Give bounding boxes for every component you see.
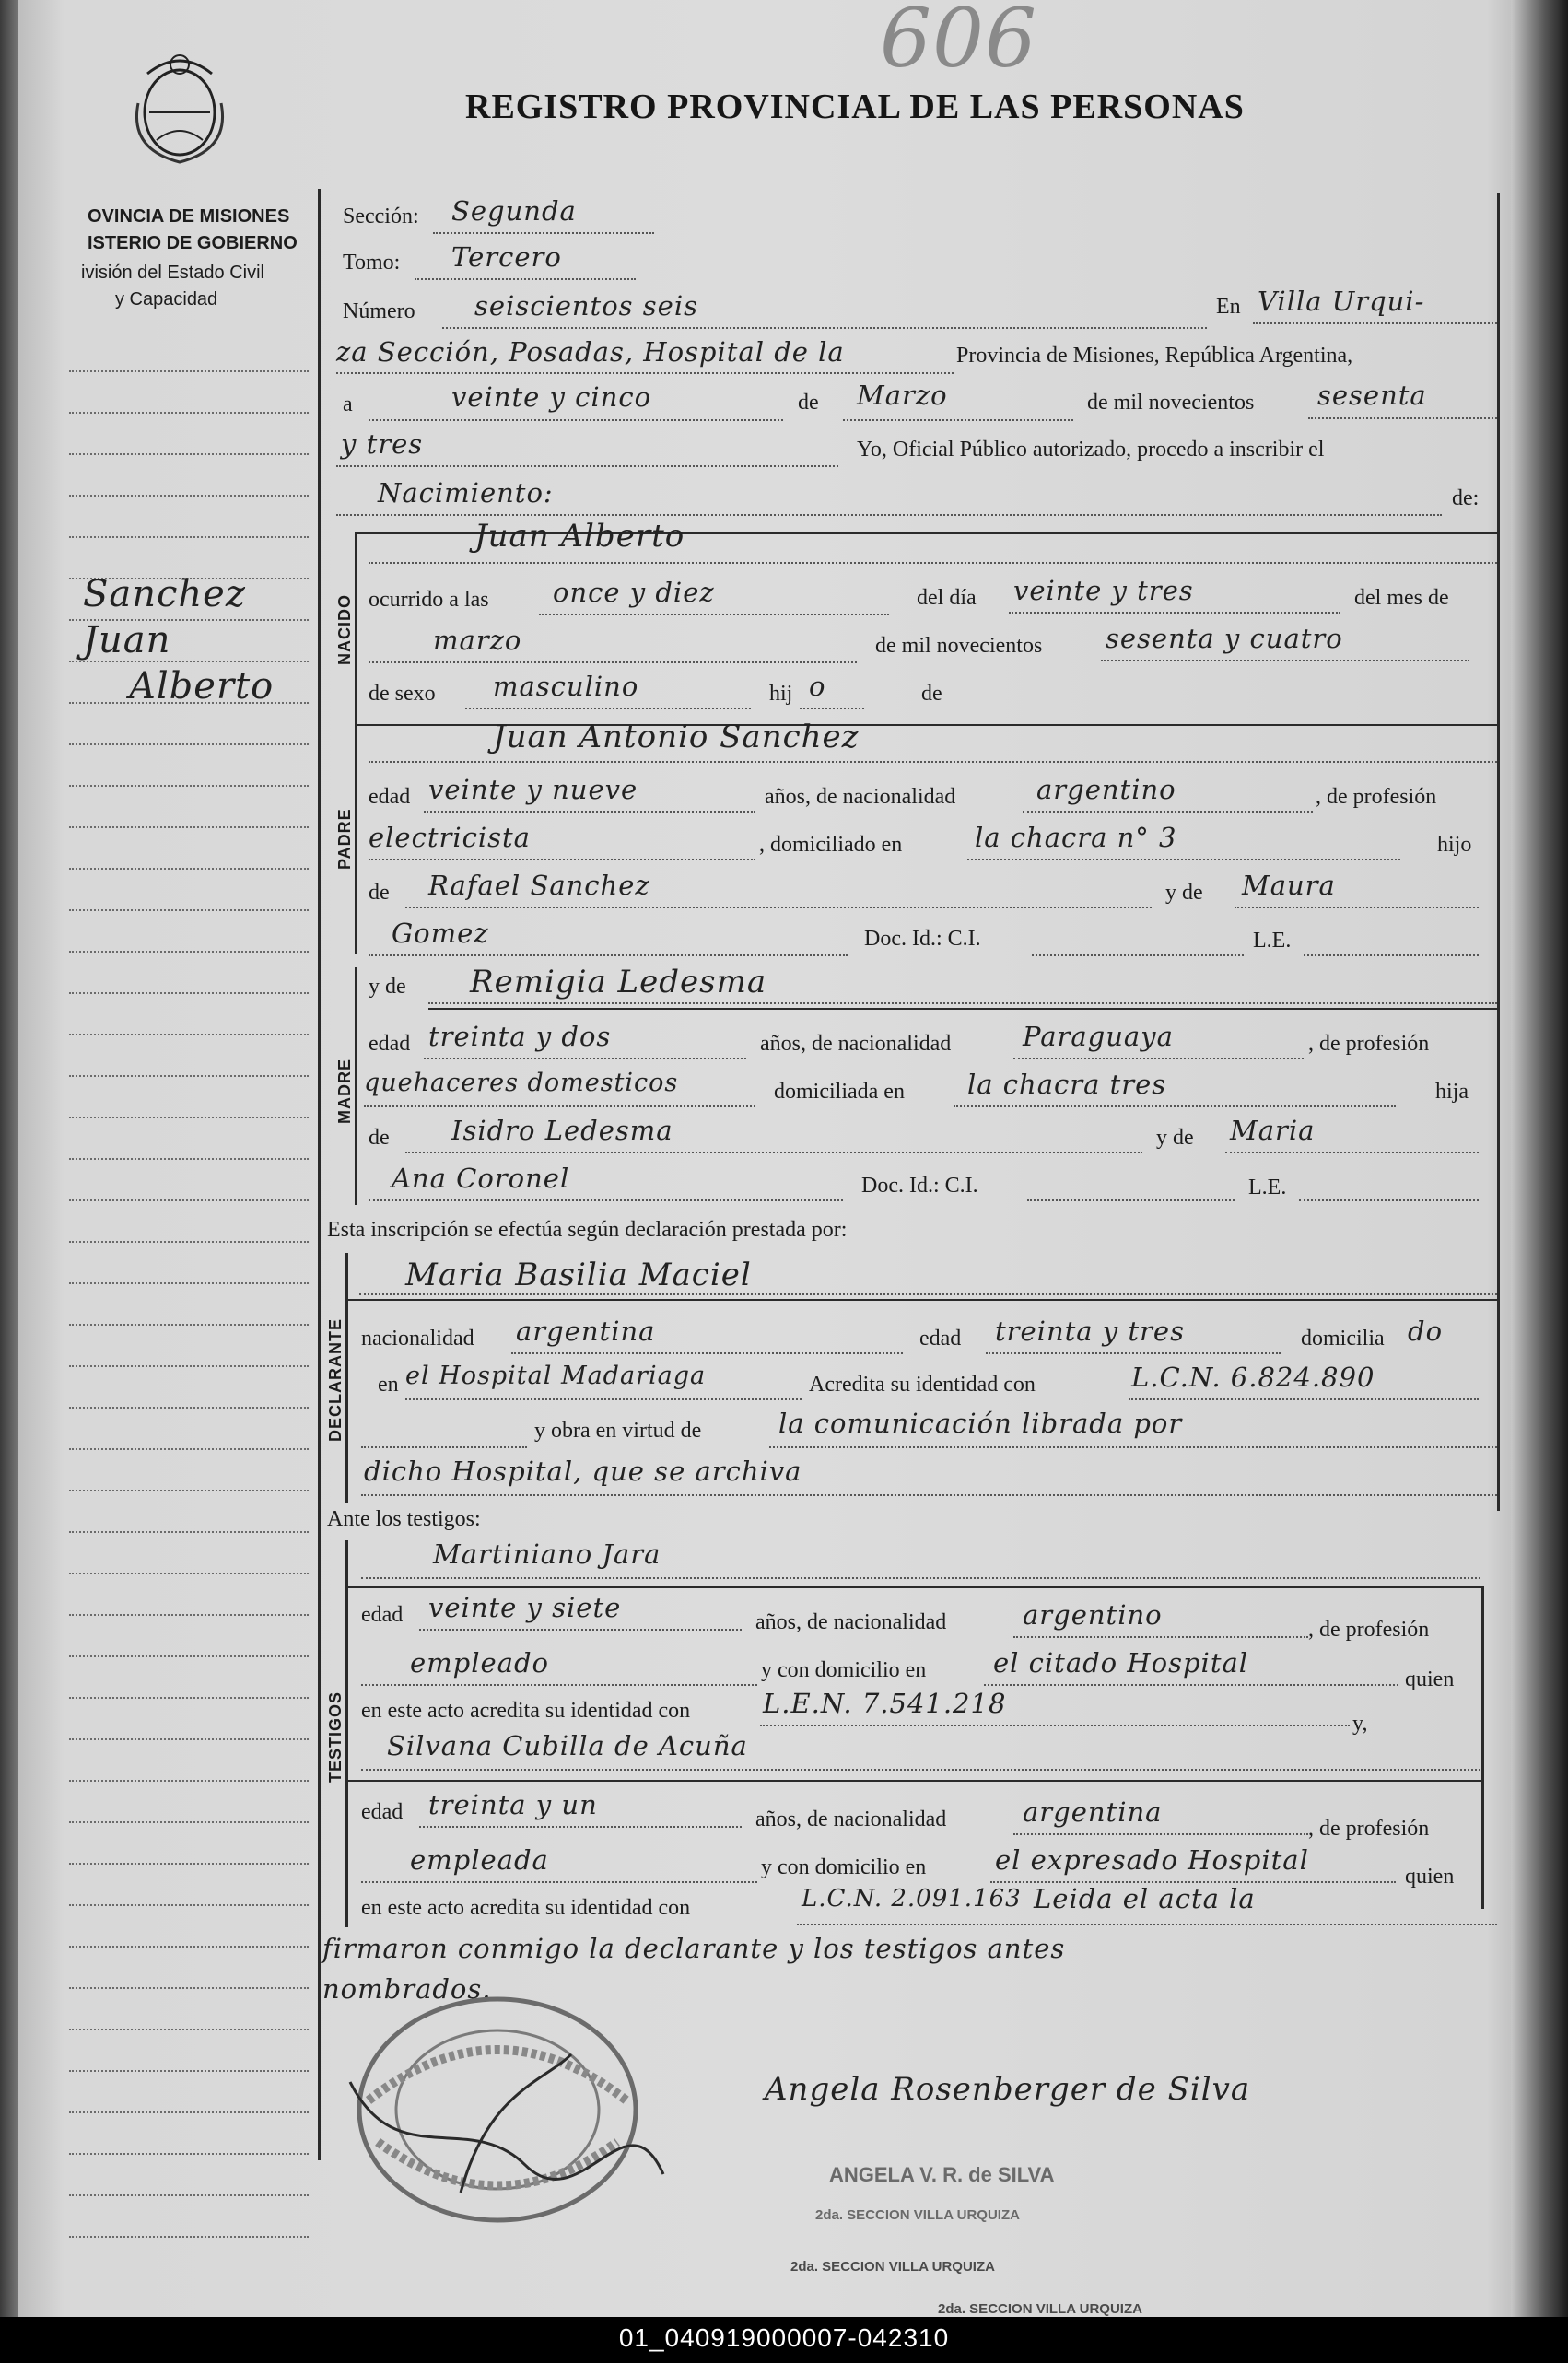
- padre-hijo-label: hijo: [1437, 833, 1472, 857]
- page-title: REGISTRO PROVINCIAL DE LAS PERSONAS: [465, 88, 1245, 126]
- declarante-nac-label: nacionalidad: [361, 1327, 474, 1351]
- testigo-1-edad-label: edad: [361, 1603, 404, 1627]
- testigo-1-dom-dots: [984, 1684, 1398, 1686]
- declarante-domicilia-label: domicilia: [1301, 1327, 1385, 1351]
- padre-padre-de: Rafael Sanchez: [428, 870, 650, 901]
- testigo-2-doc-dots: [797, 1924, 1497, 1925]
- padre-madre-de-2: Gomez: [392, 918, 489, 949]
- madre-profesion: quehaceres domesticos: [364, 1069, 679, 1097]
- hora-dots: [539, 614, 889, 615]
- madre-nac-label: años, de nacionalidad: [760, 1032, 952, 1056]
- mil-novecientos-label: de mil novecientos: [1087, 391, 1255, 415]
- nacido-anio: sesenta y cuatro: [1106, 623, 1343, 654]
- left-frame-rule: [318, 189, 321, 2160]
- testigos-section-label: TESTIGOS: [326, 1690, 345, 1783]
- padre-le-label: L.E.: [1253, 929, 1292, 953]
- nacido-dia: veinte y tres: [1013, 575, 1194, 606]
- dia-acta-value: veinte y cinco: [451, 381, 652, 413]
- madre-madre-de-1: Maria: [1230, 1115, 1316, 1146]
- anio-acta-value-1: sesenta: [1317, 380, 1427, 411]
- margin-note-surname: Sanchez: [83, 573, 246, 615]
- padre-nacionalidad: argentino: [1036, 774, 1176, 805]
- declarante-intro: Esta inscripción se efectúa según declaración prestada por:: [327, 1218, 848, 1242]
- margin-note-name-2: Alberto: [129, 665, 275, 708]
- testigo-1-acredita-label: en este acto acredita su identidad con: [361, 1699, 691, 1723]
- madre-y-de-label: y de: [369, 975, 406, 999]
- cierre-line-3: nombrados.: [322, 1973, 492, 2005]
- madre-le-label: L.E.: [1248, 1176, 1287, 1199]
- del-dia-label: del día: [917, 586, 977, 610]
- tomo-value: Tercero: [451, 241, 562, 273]
- testigo-2-nac-dots: [1013, 1833, 1308, 1835]
- provincia-text: Provincia de Misiones, República Argentina,: [956, 344, 1353, 368]
- madre-padre-de-dots: [405, 1152, 1142, 1153]
- numero-value: seiscientos seis: [474, 290, 698, 322]
- madre-hija-label: hija: [1435, 1080, 1469, 1104]
- declarante-virtud-2: dicho Hospital, que se archiva: [364, 1456, 802, 1487]
- seccion-label: Sección:: [343, 205, 419, 228]
- padre-dom-label: , domiciliado en: [759, 833, 903, 857]
- padre-edad: veinte y nueve: [428, 774, 638, 805]
- testigo-2-edad-label: edad: [361, 1800, 404, 1824]
- madre-dom-dots: [954, 1105, 1396, 1107]
- declarante-nac-dots: [511, 1352, 903, 1354]
- testigo-1-domicilio: el citado Hospital: [993, 1647, 1249, 1679]
- madre-domicilio: la chacra tres: [967, 1069, 1167, 1100]
- dia-acta-dots: [369, 419, 783, 421]
- testigo-1-quien-label: quien: [1405, 1667, 1455, 1691]
- testigo-2-prof-dots: [361, 1881, 757, 1883]
- numero-label: Número: [343, 299, 415, 323]
- padre-de-label: de: [369, 881, 390, 905]
- testigo-1-nac-label: años, de nacionalidad: [755, 1610, 947, 1634]
- testigo-2-nombre: Silvana Cubilla de Acuña: [387, 1730, 748, 1761]
- padre-madre-de-1: Maura: [1242, 870, 1336, 901]
- testigo-2-edad: treinta y un: [428, 1789, 598, 1820]
- madre-edad-label: edad: [369, 1032, 411, 1056]
- madre-de-label: de: [369, 1126, 390, 1150]
- de-colon-label: de:: [1452, 486, 1480, 510]
- madre-section-label: MADRE: [335, 1059, 354, 1124]
- padre-prof-label: , de profesión: [1316, 785, 1437, 809]
- declarante-virtud-dots-2: [361, 1494, 1497, 1496]
- padre-section-label: PADRE: [335, 808, 354, 870]
- image-id-footer: 01_040919000007-042310: [618, 2323, 950, 2352]
- nacido-section-label: NACIDO: [335, 594, 354, 665]
- madre-madre-de-dots-1: [1225, 1152, 1479, 1153]
- numero-dots: [442, 327, 1207, 329]
- declarante-obra-label: y obra en virtud de: [534, 1419, 702, 1443]
- declarante-obra-dots: [361, 1446, 527, 1448]
- acto-value: Nacimiento:: [378, 477, 554, 509]
- seccion-dots: [433, 232, 654, 234]
- madre-nombre: Remigia Ledesma: [470, 964, 767, 1000]
- testigos-bracket: [345, 1540, 348, 1927]
- padre-edad-label: edad: [369, 785, 411, 809]
- testigo-1-y-label: y,: [1352, 1712, 1368, 1736]
- acto-dots: [336, 514, 1442, 516]
- madre-le-dots: [1299, 1199, 1479, 1201]
- testigo-1-edad-dots: [419, 1629, 742, 1631]
- madre-padre-de: Isidro Ledesma: [451, 1115, 673, 1146]
- madre-nacionalidad: Paraguaya: [1023, 1021, 1174, 1052]
- testigo-1-dom-label: y con domicilio en: [761, 1658, 927, 1682]
- declarante-nacionalidad: argentina: [516, 1316, 656, 1347]
- sello-pie-2: 2da. SECCION VILLA URQUIZA: [938, 2301, 1142, 2317]
- margin-note-name-1: Juan: [83, 619, 171, 661]
- mes-dots: [369, 661, 857, 663]
- declarante-nombre-dots: [359, 1293, 1497, 1295]
- lugar-value-1: Villa Urqui-: [1258, 286, 1425, 317]
- declarante-top-rule: [345, 1299, 1497, 1301]
- testigo-1-prof-label: , de profesión: [1308, 1618, 1430, 1642]
- testigo-2-edad-dots: [419, 1826, 742, 1828]
- testigo-2-acredita-label: en este acto acredita su identidad con: [361, 1896, 691, 1920]
- ocurrido-label: ocurrido a las: [369, 588, 489, 612]
- testigo-1-nac-dots: [1013, 1636, 1308, 1638]
- anio-acta-dots-2: [336, 465, 838, 467]
- madre-madre-de-dots-2: [369, 1199, 843, 1201]
- testigo-1-nombre: Martiniano Jara: [433, 1538, 661, 1570]
- testigo-1-prof-dots: [361, 1684, 757, 1686]
- declarante-documento: L.C.N. 6.824.890: [1131, 1362, 1375, 1393]
- page-edge-shadow: [1511, 0, 1568, 2317]
- sello-oficial-nombre: ANGELA V. R. de SILVA: [829, 2163, 1055, 2186]
- hij-dots: [800, 708, 864, 709]
- padre-nac-dots: [1023, 811, 1313, 813]
- declarante-en-label: en: [378, 1373, 399, 1397]
- del-mes-label: del mes de: [1354, 586, 1449, 610]
- nacido-sexo: masculino: [493, 671, 639, 702]
- testigos-mid-rule: [345, 1780, 1483, 1782]
- madre-doc-label: Doc. Id.: C.I.: [861, 1174, 978, 1198]
- declarante-section-label: DECLARANTE: [326, 1318, 345, 1442]
- cierre-line-2: firmaron conmigo la declarante y los testigos antes: [322, 1933, 1066, 1964]
- madre-dom-label: domiciliada en: [774, 1080, 905, 1104]
- madre-ci-dots: [1027, 1199, 1235, 1201]
- padre-domicilio: la chacra n° 3: [975, 822, 1177, 853]
- declarante-dom-dots: [405, 1398, 802, 1400]
- dia-dots: [1009, 612, 1340, 614]
- testigo-2-nombre-dots: [361, 1769, 1480, 1771]
- padre-madre-de-dots-1: [1235, 907, 1479, 908]
- madre-prof-label: , de profesión: [1308, 1032, 1430, 1056]
- padre-edad-dots: [424, 811, 755, 813]
- madre-bracket: [355, 967, 357, 1205]
- madre-edad: treinta y dos: [428, 1021, 612, 1052]
- declarante-edad: treinta y tres: [995, 1316, 1185, 1347]
- a-label: a: [343, 392, 353, 416]
- madre-nac-dots: [1013, 1058, 1304, 1059]
- padre-nombre-dots: [369, 761, 1497, 763]
- lugar-dots-1: [1253, 322, 1497, 324]
- padre-profesion: electricista: [369, 822, 531, 853]
- en-label: En: [1216, 295, 1241, 319]
- cierre-line-1: Leida el acta la: [1034, 1883, 1256, 1914]
- firma-oficial: Angela Rosenberger de Silva: [765, 2071, 1251, 2108]
- sello-pie-1: 2da. SECCION VILLA URQUIZA: [790, 2259, 995, 2275]
- declarante-edad-label: edad: [919, 1327, 962, 1351]
- testigo-1-doc-dots: [760, 1725, 1350, 1726]
- mes-acta-value: Marzo: [857, 380, 948, 411]
- mes-acta-dots: [843, 419, 1073, 421]
- office-line-3: ivisión del Estado Civil: [81, 263, 264, 283]
- padre-nombre: Juan Antonio Sanchez: [493, 719, 860, 755]
- hij-label: hij: [769, 682, 793, 706]
- testigos-right-rule: [1481, 1586, 1484, 1909]
- testigo-2-profesion: empleada: [410, 1844, 549, 1876]
- coat-of-arms-icon: [129, 48, 230, 168]
- madre-nombre-dots: [428, 1002, 1497, 1004]
- nacido-mes: marzo: [433, 625, 522, 656]
- anio-dots: [1101, 660, 1469, 661]
- testigo-1-doc: L.E.N. 7.541.218: [763, 1688, 1007, 1719]
- testigo-1-nombre-dots: [361, 1577, 1480, 1579]
- nacido-nombre: Juan Alberto: [474, 518, 685, 555]
- anio-acta-value-2: y tres: [341, 428, 424, 460]
- de-label-acta: de: [798, 391, 819, 415]
- nacido-de-label: de: [921, 682, 942, 706]
- testigos-top-rule: [345, 1586, 1483, 1588]
- madre-edad-dots: [424, 1058, 746, 1059]
- declarante-acredita-label: Acredita su identidad con: [809, 1373, 1036, 1397]
- testigo-1-nacionalidad: argentino: [1023, 1599, 1163, 1631]
- sexo-dots: [465, 708, 751, 709]
- folio-number: 606: [880, 0, 1037, 86]
- testigo-2-dom-label: y con domicilio en: [761, 1855, 927, 1879]
- nacido-hora: once y diez: [553, 577, 715, 608]
- testigo-1-profesion: empleado: [410, 1647, 549, 1679]
- declarante-edad-dots: [986, 1352, 1281, 1354]
- nacido-mil-nov-label: de mil novecientos: [875, 634, 1043, 658]
- padre-padre-de-dots: [405, 907, 1152, 908]
- office-line-4: y Capacidad: [115, 289, 218, 310]
- lugar-value-2: za Sección, Posadas, Hospital de la: [336, 336, 845, 368]
- padre-nac-label: años, de nacionalidad: [765, 785, 956, 809]
- padre-prof-dots: [369, 859, 755, 860]
- anio-acta-dots-1: [1308, 417, 1497, 419]
- madre-top-rule: [428, 1008, 1497, 1010]
- padre-doc-label: Doc. Id.: C.I.: [864, 927, 981, 951]
- seccion-value: Segunda: [451, 195, 577, 227]
- madre-y-de-label-2: y de: [1156, 1126, 1194, 1150]
- declarante-virtud-dots-1: [769, 1446, 1497, 1448]
- declarante-virtud-1: la comunicación librada por: [778, 1408, 1183, 1439]
- declarante-domicilio: el Hospital Madariaga: [405, 1362, 707, 1390]
- padre-y-de-label: y de: [1165, 881, 1203, 905]
- lugar-dots-2: [336, 372, 954, 374]
- office-line-1: OVINCIA DE MISIONES: [88, 206, 290, 227]
- hij-suffix: o: [809, 671, 826, 702]
- testigo-2-domicilio: el expresado Hospital: [995, 1844, 1309, 1876]
- testigo-2-doc: L.C.N. 2.091.163: [802, 1885, 1022, 1913]
- declarante-domicilia-suffix: do: [1408, 1316, 1444, 1347]
- declarante-bracket: [345, 1253, 348, 1503]
- tomo-label: Tomo:: [343, 251, 401, 275]
- declarante-nombre: Maria Basilia Maciel: [405, 1257, 752, 1293]
- madre-prof-dots: [364, 1105, 755, 1107]
- official-seal-icon: [313, 1981, 682, 2257]
- nacido-nombre-dots: [369, 562, 1497, 564]
- right-frame-rule: [1497, 193, 1500, 1511]
- padre-ci-dots: [1032, 954, 1244, 956]
- testigo-1-edad: veinte y siete: [428, 1592, 622, 1623]
- sexo-label: de sexo: [369, 682, 436, 706]
- testigo-2-nacionalidad: argentina: [1023, 1796, 1163, 1828]
- nacido-bracket: [355, 532, 357, 724]
- testigo-2-quien-label: quien: [1405, 1865, 1455, 1889]
- declarante-doc-dots: [1129, 1398, 1479, 1400]
- padre-bracket: [355, 724, 357, 954]
- testigo-2-nac-label: años, de nacionalidad: [755, 1807, 947, 1831]
- office-line-2: ISTERIO DE GOBIERNO: [88, 233, 298, 253]
- testigos-intro: Ante los testigos:: [327, 1507, 481, 1531]
- oficial-text: Yo, Oficial Público autorizado, procedo a inscribir el: [857, 438, 1325, 462]
- testigo-2-prof-label: , de profesión: [1308, 1817, 1430, 1841]
- madre-madre-de-2: Ana Coronel: [392, 1163, 570, 1194]
- padre-le-dots: [1304, 954, 1479, 956]
- tomo-dots: [415, 278, 636, 280]
- sello-oficial-seccion: 2da. SECCION VILLA URQUIZA: [815, 2207, 1020, 2223]
- padre-madre-de-dots-2: [369, 954, 848, 956]
- padre-dom-dots: [967, 859, 1400, 860]
